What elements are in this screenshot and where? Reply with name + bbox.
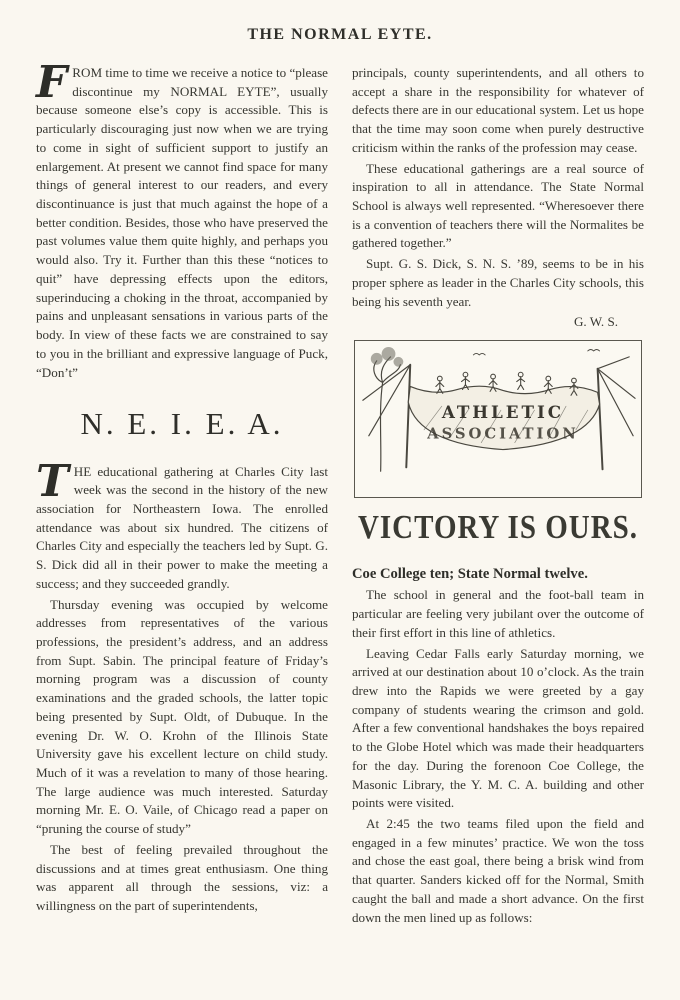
banner-word-athletic: ATHLETIC (441, 402, 565, 423)
paragraph: Thursday evening was occupied by welcome addresses from representatives of the various professions, the president’s address, and an address from Supt. Sabin. The principal feature of Friday’s morning program was a discussion of county examinations and the graded schools, the latter topic being presented by Supt. Oldt, of Dubuque. In the evening Dr. W. O. Krohn of the Illinois State University gave his excellent lecture on child study. Much of it was a revelation to many of those hearing. The large audience was much interested. Saturday morning Mr. E. O. Vaile, of Chicago read a paper on “pruning the course of study” (36, 596, 328, 837)
heading-neiea: N. E. I. E. A. (80, 406, 284, 442)
athletic-banner-illustration (354, 340, 642, 498)
paragraph: Leaving Cedar Falls early Saturday morning, we arrived at our destination about 10 o’clock. As the train drew into the Rapids we were greeted by a gay company of students wearing the crimson and gold. After a few conventional handshakes the boys repaired to the Globe Hotel which was made their headquarters for the day. During the forenoon Coe College, the Masonic Library, the Y. M. C. A. building and other points were visited. (352, 645, 644, 811)
article-body-text: ROM time to time we receive a notice to “please discontinue my NORMAL EYTE”, usually because someone else’s copy is accessible. This is particularly discouraging just now when we are trying to come in sight of sufficient support to justify an enlargement. At present we cannot find space for many things of general interest to our readers, and every discontinuance is just that much against the hope of a better condition. Besides, those who have preserved the past volumes value them quite highly, and perhaps you would also. Try it. Further than this these “notices to quit” have depressing effects upon the editors, superinducing a choking in the throat, accompanied by pains and unpleasant sensations in various parts of the body. In view of these facts we are constrained to say to you in the brilliant and expressive language of Puck, “Don’t” (36, 65, 328, 380)
paragraph (36, 455, 328, 594)
paragraph: The best of feeling prevailed throughout the discussions and at times great enthusiasm. One thing was apparent all through the sessions, viz: a willingness on the part of superintendents, (36, 841, 328, 914)
left-column (36, 57, 328, 929)
paragraph: Supt. G. S. Dick, S. N. S. ’89, seems to be in his proper sphere as leader in the Charles City schools, this being his seventh year. (352, 256, 644, 309)
game-score-subheading: Coe College ten; State Normal twelve. (352, 565, 588, 582)
author-initials: G. W. S. (573, 314, 618, 330)
paragraph: At 2:45 the two teams filed upon the field and engaged in a few minutes’ practice. We won the toss and chose the east goal, there being a brisk wind from that quarter. Sanders kicked off for the Normal, Smith caught the ball and made a short advance. On the first down the men lined up as follows: (352, 816, 644, 925)
paragraph: The school in general and the foot-ball team in particular are feeling very jubilant over the outcome of their first effort in this line of athletics. (352, 587, 644, 640)
banner-word-association: ASSOCIATION (427, 425, 579, 443)
article-discontinue-notices (36, 57, 328, 382)
masthead (36, 26, 644, 44)
drop-cap-T: T (36, 455, 69, 507)
publication-title: THE NORMAL EYTE. (247, 26, 433, 43)
paragraph-text: HE educational gathering at Charles City last week was the second in the history of the new association for Northeastern Iowa. The enrolled attendance was about six hundred. The citizens of Charles City and especially the teachers led by Supt. G. S. Dick did all in their power to make the meeting a success; and they succeeded grandly. (36, 463, 328, 591)
drop-cap-F: F (36, 57, 68, 108)
paragraph: principals, county superintendents, and all others to accept a share in the responsibility for whatever of defects there are in our educational system. Let us hope that the time may soon come when purely destructive criticism within the ranks of the profession may cease. (352, 65, 644, 155)
banner-drawing-svg (355, 341, 641, 497)
two-column-layout (36, 57, 644, 929)
victory-caption: VICTORY IS OURS. (357, 509, 639, 547)
paragraph: These educational gatherings are a real source of inspiration to all in attendance. The State Normal School is always well represented. “Wheresoever there is a convention of teachers there will the Normalites be gathered together.” (352, 160, 644, 251)
right-column (352, 64, 644, 929)
